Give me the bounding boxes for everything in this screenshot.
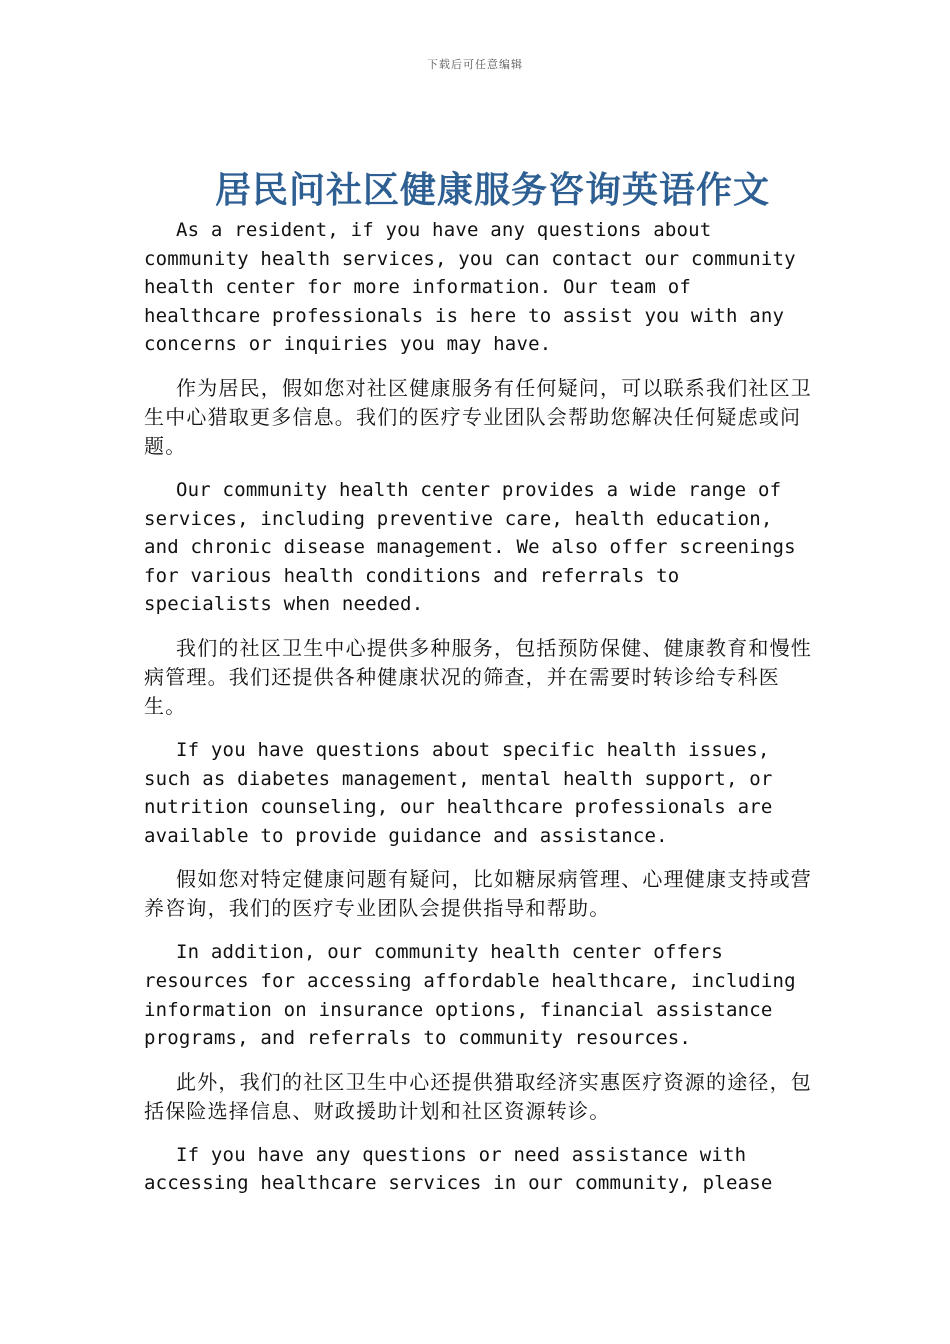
paragraph-en-2: Our community health center provides a wide range of services, including preventive care, health education, and chronic disease management. We also offer screenings for various health conditions and referrals to specialists when needed. (144, 478, 796, 616)
paragraph-zh-4: 此外，我们的社区卫生中心还提供猎取经济实惠医疗资源的途径，包括保险选择信息、财政援助计划和社区资源转诊。 (144, 1069, 812, 1123)
document-body (144, 216, 812, 1213)
document-title: 居民问社区健康服务咨询英语作文 (214, 169, 770, 211)
paragraph-en-3: If you have questions about specific health issues, such as diabetes management, mental health support, or nutrition counseling, our healthcare professionals are available to provide guidance and assistance. (144, 738, 773, 847)
paragraph-en-4: In addition, our community health center offers resources for accessing affordable healthcare, including information on insurance options, financial assistance programs, and referrals to community resources. (144, 941, 796, 1050)
header-note: 下载后可任意编辑 (427, 58, 523, 71)
paragraph-en-1: As a resident, if you have any questions about community health services, you can contact our community health center for more information. Our team of healthcare professionals is here to assist you with any concerns or inquiries you may have. (144, 219, 796, 356)
paragraph-zh-1: 作为居民，假如您对社区健康服务有任何疑问，可以联系我们社区卫生中心猎取更多信息。我们的医疗专业团队会帮助您解决任何疑虑或问题。 (144, 375, 812, 458)
paragraph-zh-3: 假如您对特定健康问题有疑问，比如糖尿病管理、心理健康支持或营养咨询，我们的医疗专业团队会提供指导和帮助。 (144, 867, 812, 921)
paragraph-en-5: If you have any questions or need assistance with accessing healthcare services in our community, please (144, 1143, 773, 1195)
paragraph-zh-2: 我们的社区卫生中心提供多种服务，包括预防保健、健康教育和慢性病管理。我们还提供各种健康状况的筛查，并在需要时转诊给专科医生。 (144, 635, 812, 718)
